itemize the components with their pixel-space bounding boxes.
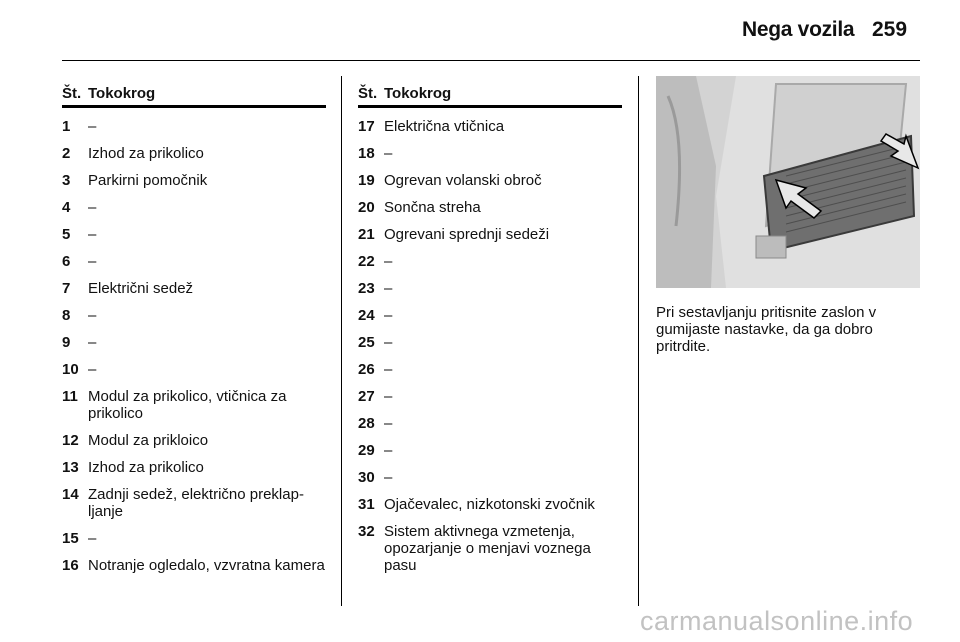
circuit-description: – bbox=[88, 361, 97, 378]
fuse-number: 17 bbox=[358, 118, 375, 135]
table-row bbox=[62, 253, 326, 270]
table-header bbox=[358, 80, 622, 108]
fuse-number: 18 bbox=[358, 145, 375, 162]
fuse-number: 28 bbox=[358, 415, 375, 432]
circuit-description: Izhod za prikolico bbox=[88, 145, 204, 162]
fuse-number: 31 bbox=[358, 496, 375, 513]
circuit-description: – bbox=[384, 469, 393, 486]
table-row bbox=[62, 172, 326, 189]
table-row bbox=[62, 557, 326, 574]
circuit-description: – bbox=[384, 253, 393, 270]
circuit-description: – bbox=[384, 415, 393, 432]
circuit-description: Parkirni pomočnik bbox=[88, 172, 208, 189]
fuse-number: 1 bbox=[62, 118, 71, 135]
circuit-description: – bbox=[384, 388, 393, 405]
circuit-description: Električni sedež bbox=[88, 280, 194, 297]
table-row bbox=[358, 199, 622, 216]
header-divider bbox=[62, 60, 920, 61]
instruction-caption: Pri sestavljanju pritisnite zaslon v gumijaste nastavke, da ga dobro pritrdite. bbox=[656, 304, 877, 355]
table-row bbox=[62, 530, 326, 547]
circuit-description: Sistem aktivnega vzmetenja, opozarjanje o menjavi voznega pasu bbox=[384, 523, 591, 574]
watermark: carmanualsonline.info bbox=[640, 606, 914, 636]
circuit-description: – bbox=[384, 280, 393, 297]
fuse-number: 30 bbox=[358, 469, 375, 486]
table-row bbox=[62, 307, 326, 324]
circuit-description: – bbox=[384, 334, 393, 351]
fuse-number: 14 bbox=[62, 486, 79, 503]
fuse-number: 22 bbox=[358, 253, 375, 270]
table-row bbox=[62, 459, 326, 476]
table-row bbox=[62, 145, 326, 162]
circuit-description: Modul za prikloico bbox=[88, 432, 209, 449]
column-divider-1 bbox=[341, 76, 342, 606]
column-header-circuit: Tokokrog bbox=[88, 85, 156, 102]
fuse-number: 7 bbox=[62, 280, 71, 297]
page-number: 259 bbox=[872, 18, 908, 41]
table-row bbox=[62, 486, 326, 520]
circuit-description: Električna vtičnica bbox=[384, 118, 505, 135]
fuse-number: 8 bbox=[62, 307, 71, 324]
circuit-description: Sončna streha bbox=[384, 199, 481, 216]
column-header-number: Št. bbox=[358, 85, 378, 102]
fuse-number: 20 bbox=[358, 199, 375, 216]
circuit-description: Ojačevalec, nizkotonski zvočnik bbox=[384, 496, 595, 513]
fuse-number: 10 bbox=[62, 361, 79, 378]
fuse-number: 26 bbox=[358, 361, 375, 378]
fuse-number: 9 bbox=[62, 334, 71, 351]
page-title: Nega vozila bbox=[742, 18, 855, 41]
fuse-number: 3 bbox=[62, 172, 71, 189]
fuse-table-right bbox=[358, 80, 622, 574]
circuit-description: Zadnji sedež, električno preklap-ljanje bbox=[88, 486, 304, 520]
fuse-box-cover-photo bbox=[656, 76, 920, 288]
circuit-description: – bbox=[384, 145, 393, 162]
column-header-circuit: Tokokrog bbox=[384, 85, 452, 102]
column-divider-2 bbox=[638, 76, 639, 606]
fuse-number: 29 bbox=[358, 442, 375, 459]
fuse-number: 25 bbox=[358, 334, 375, 351]
fuse-number: 12 bbox=[62, 432, 79, 449]
circuit-description: – bbox=[88, 334, 97, 351]
table-row bbox=[358, 442, 622, 459]
table-row bbox=[358, 496, 622, 513]
circuit-description: – bbox=[88, 118, 97, 135]
table-row bbox=[358, 280, 622, 297]
circuit-description: Ogrevan volanski obroč bbox=[384, 172, 542, 189]
table-row bbox=[358, 307, 622, 324]
circuit-description: – bbox=[384, 442, 393, 459]
circuit-description: – bbox=[384, 361, 393, 378]
fuse-number: 15 bbox=[62, 530, 79, 547]
fuse-number: 16 bbox=[62, 557, 79, 574]
table-row bbox=[358, 361, 622, 378]
table-row bbox=[358, 334, 622, 351]
fuse-box-cover-illustration bbox=[656, 76, 920, 288]
table-row bbox=[62, 118, 326, 135]
table-header bbox=[62, 80, 326, 108]
fuse-number: 27 bbox=[358, 388, 375, 405]
fuse-number: 19 bbox=[358, 172, 375, 189]
table-row bbox=[358, 172, 622, 189]
table-row bbox=[358, 469, 622, 486]
fuse-number: 2 bbox=[62, 145, 71, 162]
table-row bbox=[358, 145, 622, 162]
table-row bbox=[62, 280, 326, 297]
fuse-number: 24 bbox=[358, 307, 375, 324]
circuit-description: Izhod za prikolico bbox=[88, 459, 204, 476]
table-row bbox=[62, 334, 326, 351]
table-row bbox=[62, 226, 326, 243]
fuse-table-left bbox=[62, 80, 326, 574]
fuse-number: 4 bbox=[62, 199, 71, 216]
table-row bbox=[358, 118, 622, 135]
table-row bbox=[62, 361, 326, 378]
circuit-description: – bbox=[88, 253, 97, 270]
circuit-description: Modul za prikolico, vtičnica za prikolico bbox=[88, 388, 287, 422]
circuit-description: – bbox=[88, 307, 97, 324]
circuit-description: – bbox=[88, 226, 97, 243]
column-header-number: Št. bbox=[62, 85, 82, 102]
circuit-description: – bbox=[88, 530, 97, 547]
table-row bbox=[62, 199, 326, 216]
fuse-number: 23 bbox=[358, 280, 375, 297]
fuse-number: 11 bbox=[62, 388, 78, 405]
table-row bbox=[358, 253, 622, 270]
fuse-number: 13 bbox=[62, 459, 79, 476]
fuse-number: 6 bbox=[62, 253, 71, 270]
fuse-number: 5 bbox=[62, 226, 71, 243]
table-row bbox=[358, 415, 622, 432]
circuit-description: – bbox=[384, 307, 393, 324]
table-row bbox=[358, 226, 622, 243]
table-row bbox=[62, 388, 326, 422]
table-row bbox=[62, 432, 326, 449]
circuit-description: Notranje ogledalo, vzvratna kamera bbox=[88, 557, 325, 574]
table-row bbox=[358, 523, 622, 574]
circuit-description: – bbox=[88, 199, 97, 216]
circuit-description: Ogrevani sprednji sedeži bbox=[384, 226, 550, 243]
fuse-number: 32 bbox=[358, 523, 375, 540]
table-row bbox=[358, 388, 622, 405]
fuse-number: 21 bbox=[358, 226, 375, 243]
